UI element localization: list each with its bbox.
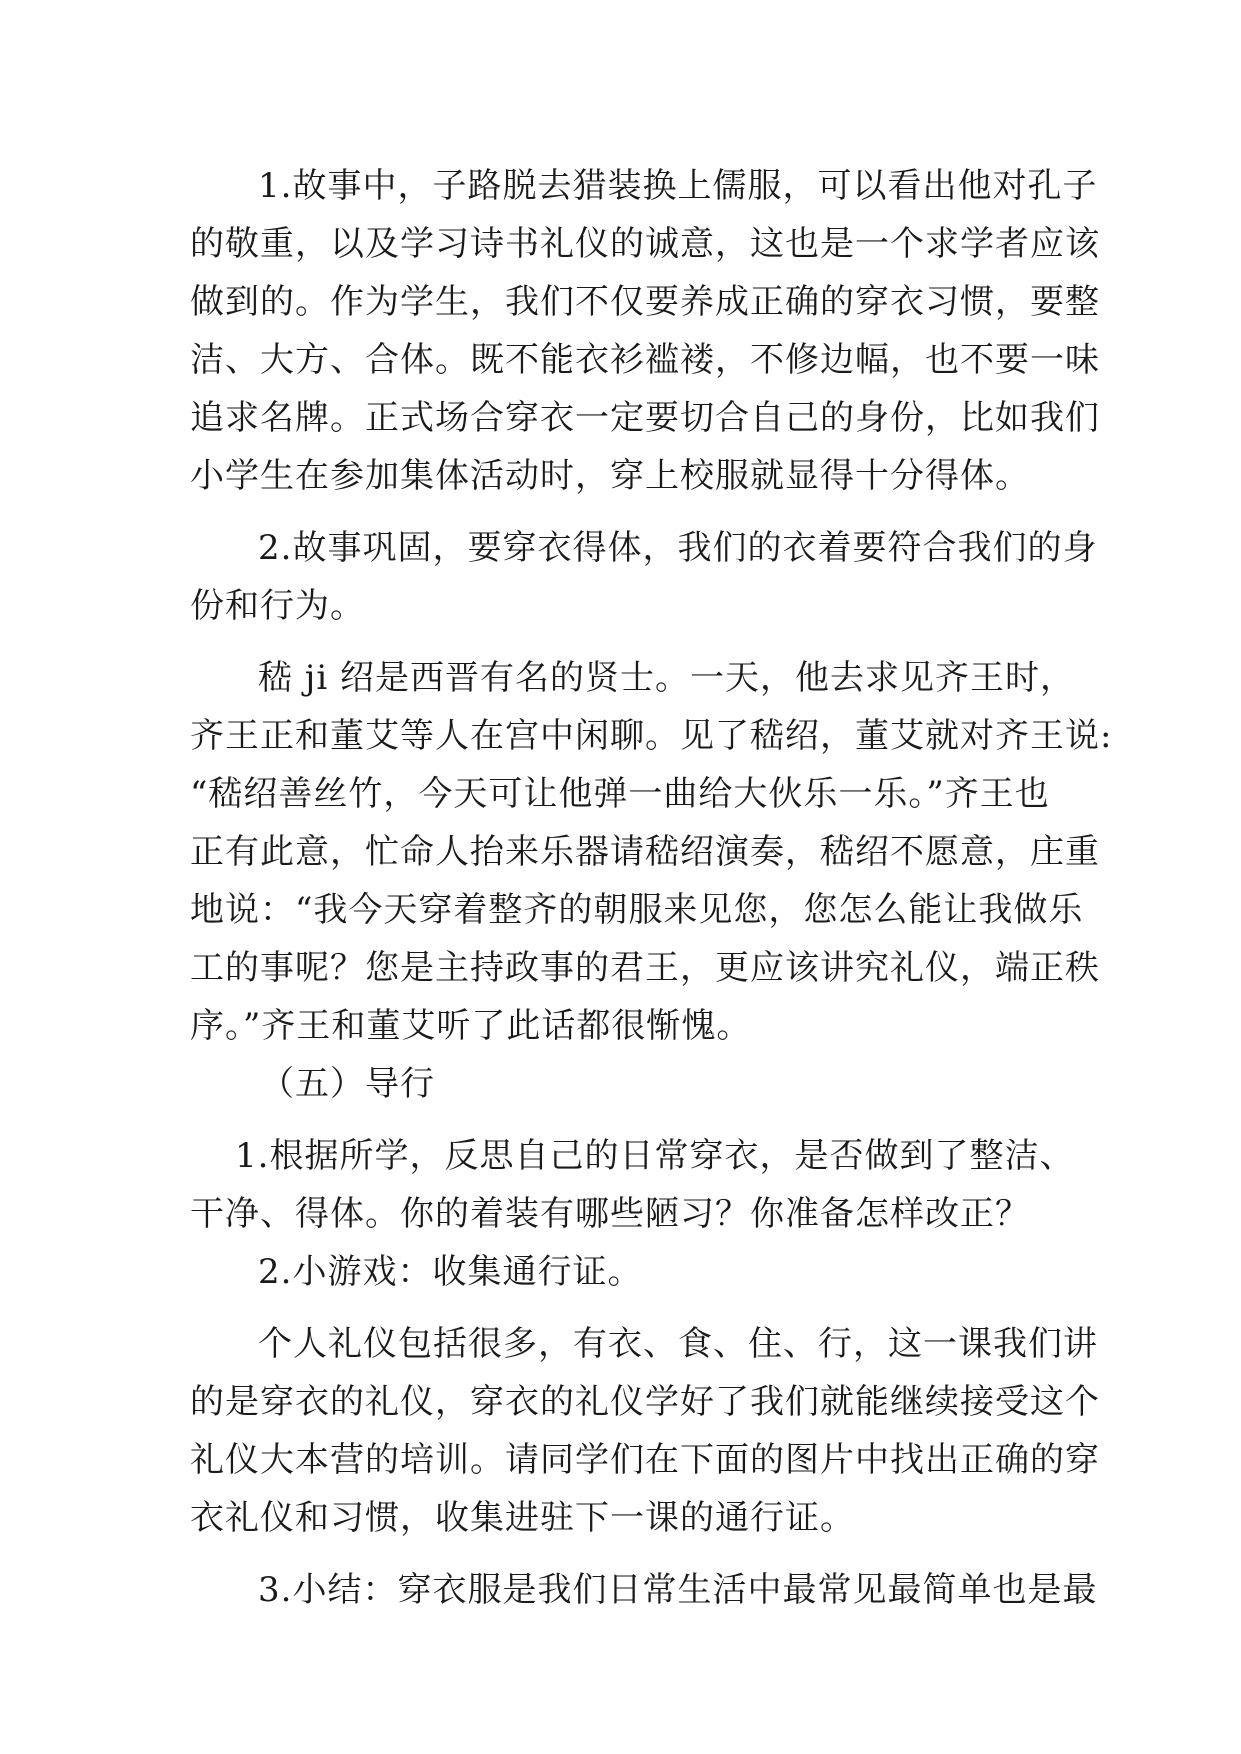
text-line: 嵇 ji 绍是西晋有名的贤士。一天，他去求见齐王时，	[258, 658, 1076, 698]
text-line: 个人礼仪包括很多，有衣、食、住、行，这一课我们讲	[258, 1324, 1098, 1364]
text-line: 齐王正和董艾等人在宫中闲聊。见了嵇绍，董艾就对齐王说:	[190, 716, 1113, 756]
paragraph-etiquette-camp	[190, 1315, 1100, 1547]
section-heading: （五）导行	[260, 1064, 435, 1104]
text-line: 地说：“我今天穿着整齐的朝服来见您，您怎么能让我做乐	[190, 890, 1084, 930]
text-line: 衣礼仪和习惯，收集进驻下一课的通行证。	[190, 1498, 855, 1538]
text-line: 的敬重，以及学习诗书礼仪的诚意，这也是一个求学者应该	[190, 224, 1100, 264]
text-line: 正有此意，忙命人抬来乐器请嵇绍演奏，嵇绍不愿意，庄重	[190, 832, 1100, 872]
paragraph-ji-shao-story	[190, 649, 1113, 1055]
text-line: 小学生在参加集体活动时，穿上校服就显得十分得体。	[190, 456, 1030, 496]
text-line: 追求名牌。正式场合穿衣一定要切合自己的身份，比如我们	[190, 398, 1100, 438]
text-line: 做到的。作为学生，我们不仅要养成正确的穿衣习惯，要整	[190, 282, 1100, 322]
text-line: “嵇绍善丝竹，今天可让他弹一曲给大伙乐一乐。”齐王也	[190, 774, 1050, 814]
text-line: 份和行为。	[190, 586, 365, 626]
document-body	[190, 157, 1113, 1619]
paragraph-summary	[190, 1561, 1098, 1619]
text-line: 工的事呢？您是主持政事的君王，更应该讲究礼仪，端正秩	[190, 948, 1100, 988]
text-line: 2.小游戏：收集通行证。	[258, 1252, 643, 1292]
text-line: 礼仪大本营的培训。请同学们在下面的图片中找出正确的穿	[190, 1440, 1100, 1480]
paragraph-guidance-reflect	[190, 1127, 1075, 1243]
text-line: 的是穿衣的礼仪，穿衣的礼仪学好了我们就能继续接受这个	[190, 1382, 1100, 1422]
text-line: 3.小结：穿衣服是我们日常生活中最常见最简单也是最	[258, 1570, 1098, 1610]
text-line: 1.根据所学，反思自己的日常穿衣，是否做到了整洁、	[235, 1136, 1075, 1176]
text-line: 1.故事中，子路脱去猎装换上儒服，可以看出他对孔子	[258, 166, 1098, 206]
paragraph-story-reflection	[190, 157, 1100, 505]
text-line: 2.故事巩固，要穿衣得体，我们的衣着要符合我们的身	[258, 528, 1098, 568]
text-line: 干净、得体。你的着装有哪些陋习？你准备怎样改正？	[190, 1194, 1030, 1234]
paragraph-mini-game	[190, 1243, 1070, 1301]
text-line: 洁、大方、合体。既不能衣衫褴褛，不修边幅，也不要一味	[190, 340, 1100, 380]
paragraph-story-consolidation	[190, 519, 1098, 635]
text-line: 序。”齐王和董艾听了此话都很惭愧。	[190, 1006, 752, 1046]
